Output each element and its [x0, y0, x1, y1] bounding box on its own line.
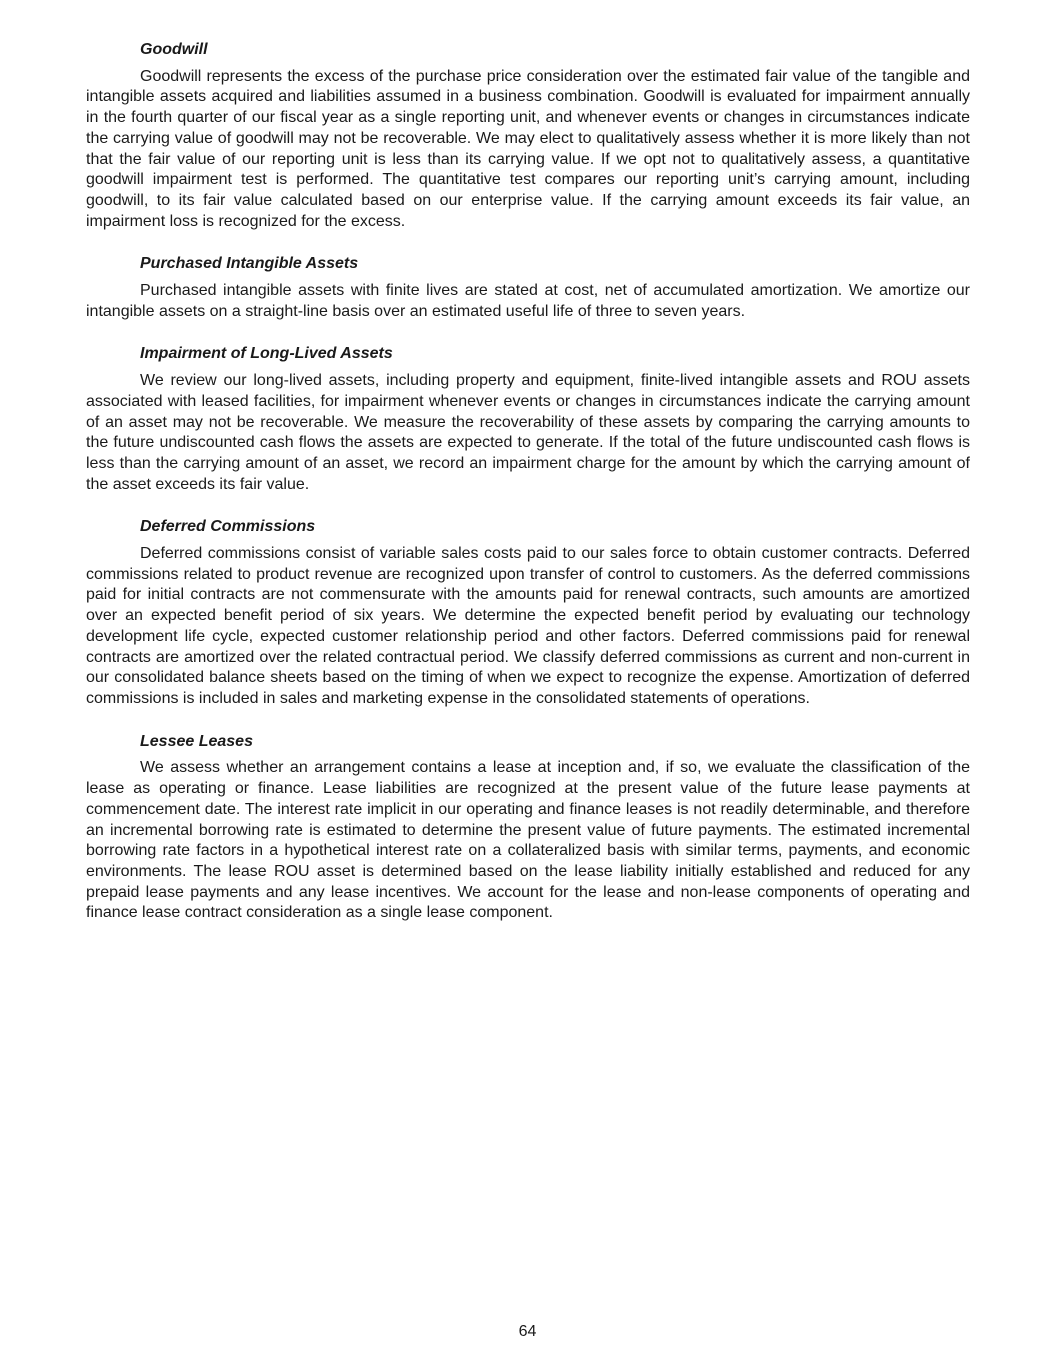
section-heading: Impairment of Long-Lived Assets: [140, 345, 393, 363]
section-paragraph: Goodwill represents the excess of the purchase price consideration over the estimated fair value of the tangible and intangible assets acquired and liabilities assumed in a business combination. Goodwill is evaluated for impairment annually in the fourth quarter of our fiscal year as a single reporting unit, and whenever events or changes in circumstances indicate the carrying value of goodwill may not be recoverable. We may elect to qualitatively assess whether it is more likely than not that the fair value of our reporting unit is less than its carrying value. If we opt not to qualitatively assess, a quantitative goodwill impairment test is performed. The quantitative test compares our reporting unit’s carrying amount, including goodwill, to its fair value calculated based on our enterprise value. If the carrying amount exceeds its fair value, an impairment loss is recognized for the excess.: [86, 67, 970, 230]
section-deferred-commissions: [86, 517, 970, 709]
section-paragraph: Deferred commissions consist of variable sales costs paid to our sales force to obtain customer contracts. Deferred commissions related to product revenue are recognized upon transfer of control to customers. As the deferred commissions paid for initial contracts are not commensurate with the amounts paid for renewal contracts, such amounts are amortized over an expected benefit period of six years. We determine the expected benefit period by evaluating our technology development life cycle, expected customer relationship period and other factors. Deferred commissions paid for renewal contracts are amortized over the related contractual period. We classify deferred commissions as current and non-current in our consolidated balance sheets based on the timing of when we expect to recognize the expense. Amortization of deferred commissions is included in sales and marketing expense in the consolidated statements of operations.: [86, 545, 970, 707]
section-paragraph: We assess whether an arrangement contains a lease at inception and, if so, we evaluate the classification of the lease as operating or finance. Lease liabilities are recognized at the present value of the future lease payments at commencement date. The interest rate implicit in our operating and finance leases is not readily determinable, and therefore an incremental borrowing rate is estimated to determine the present value of future payments. The estimated incremental borrowing rate factors in a hypothetical interest rate on a collateralized basis with similar terms, payments, and economic environments. The lease ROU asset is determined based on the lease liability initially established and reduced for any prepaid lease payments and any lease incentives. We account for the lease and non-lease components of operating and finance lease contract consideration as a single lease component.: [86, 759, 970, 922]
section-paragraph: We review our long-lived assets, including property and equipment, finite-lived intangible assets and ROU assets associated with leased facilities, for impairment whenever events or changes in circumstances indicate the carrying amount of an asset may not be recoverable. We measure the recoverability of these assets by comparing the carrying amounts to the future undiscounted cash flows the assets are expected to generate. If the total of the future undiscounted cash flows is less than the carrying amount of an asset, we record an impairment charge for the amount by which the carrying amount of the asset exceeds its fair value.: [86, 372, 970, 493]
section-heading: Deferred Commissions: [140, 518, 316, 536]
section-heading: Lessee Leases: [140, 732, 253, 750]
section-lessee-leases: [86, 732, 970, 924]
page-number: 64: [518, 1323, 537, 1340]
section-heading: Purchased Intangible Assets: [140, 255, 359, 273]
section-paragraph: Purchased intangible assets with finite lives are stated at cost, net of accumulated amortization. We amortize our intangible assets on a straight-line basis over an estimated useful life of three to seven years.: [86, 282, 970, 320]
section-goodwill: [86, 40, 970, 232]
document-page: [86, 40, 970, 946]
section-impairment-long-lived-assets: [86, 344, 970, 495]
section-heading: Goodwill: [140, 41, 208, 58]
section-purchased-intangible-assets: [86, 254, 970, 322]
